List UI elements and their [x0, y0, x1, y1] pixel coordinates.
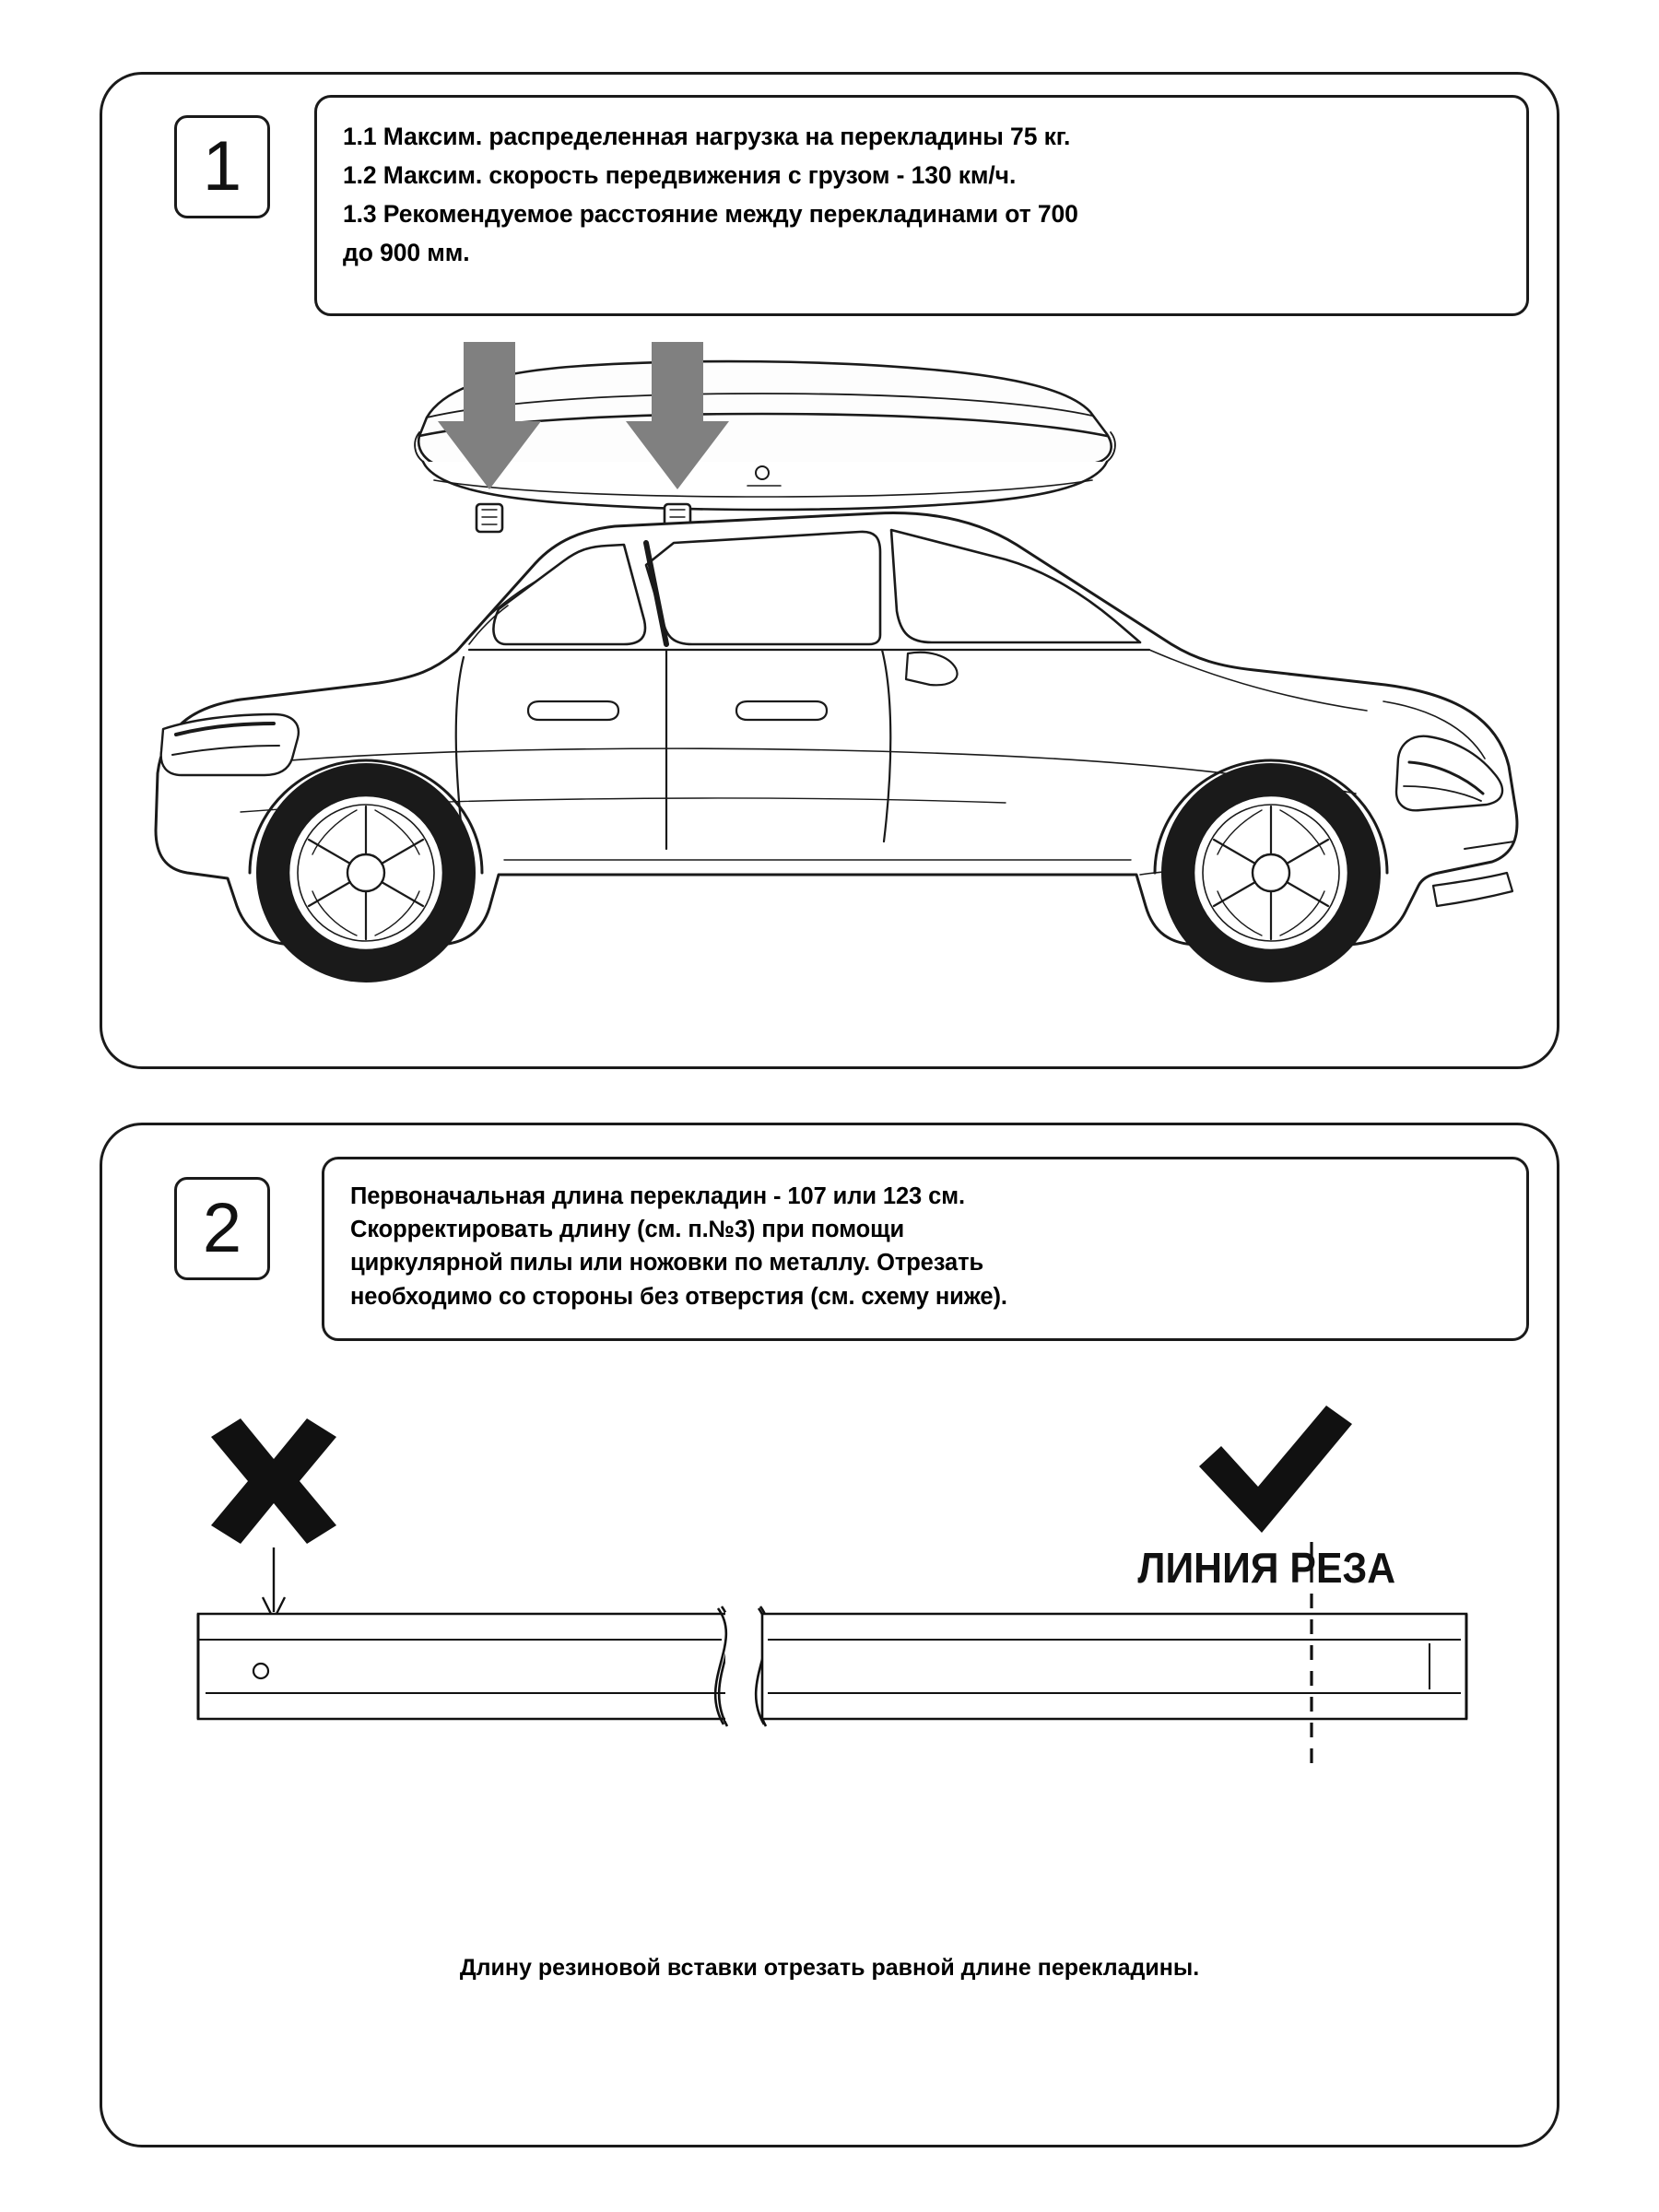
step-2-text-box [322, 1157, 1529, 1341]
crossbar-hole [253, 1664, 268, 1678]
crossbar-profile-right [762, 1614, 1466, 1719]
car-illustration-svg [102, 333, 1562, 1061]
step-1-line-3: 1.3 Рекомендуемое расстояние между перекладинами от 700 [343, 199, 1078, 228]
step-2-line-1: Первоначальная длина перекладин - 107 или 123 см. [350, 1183, 965, 1209]
cross-mark-icon [211, 1418, 336, 1544]
check-mark-icon [1199, 1406, 1352, 1533]
roof-box-mount-left [477, 504, 502, 532]
step-1-line-1: 1.1 Максим. распределенная нагрузка на перекладины 75 кг. [343, 123, 1071, 150]
hole-pointer-arrow [263, 1547, 285, 1619]
cut-line-label: ЛИНИЯ РЕЗА [1137, 1545, 1396, 1593]
crossbar-profile-left [198, 1614, 729, 1719]
step-1-line-2: 1.2 Максим. скорость передвижения с грузом - 130 км/ч. [343, 160, 1017, 189]
step-2-line-3: циркулярной пилы или ножовки по металлу. Отрезать [350, 1250, 984, 1277]
step-1-line-4: до 900 мм. [343, 238, 470, 266]
step-1-text-box [314, 95, 1529, 316]
crossbar-cut-svg [102, 1402, 1562, 1918]
rear-wheel [257, 764, 475, 982]
step-2-line-2: Скорректировать длину (см. п.№3) при помощи [350, 1217, 905, 1243]
step-1-number: 1 [174, 115, 270, 218]
step-2-panel [100, 1123, 1559, 2147]
crossbar-cut-illustration [102, 1402, 1557, 1918]
front-wheel [1162, 764, 1380, 982]
car-illustration [102, 333, 1557, 1061]
step-2-caption: Длину резиновой вставки отрезать равной длине перекладины. [459, 1955, 1200, 1981]
step-2-number: 2 [174, 1177, 270, 1280]
step-2-line-4: необходимо со стороны без отверстия (см. схему ниже). [350, 1283, 1007, 1310]
step-1-panel [100, 72, 1559, 1069]
